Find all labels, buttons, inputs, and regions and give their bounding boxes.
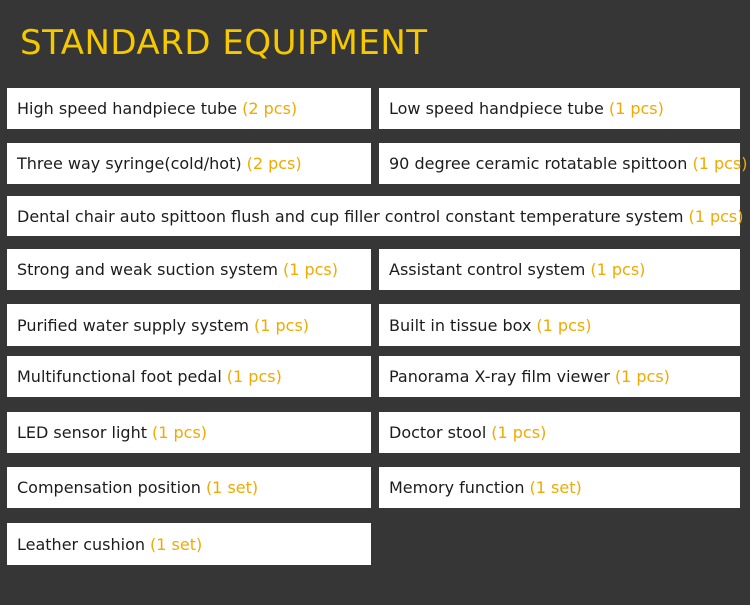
equipment-item — [7, 143, 371, 184]
item-name: Purified water supply system — [17, 315, 249, 335]
equipment-item — [379, 356, 740, 397]
equipment-item — [7, 304, 371, 346]
item-name: Doctor stool — [389, 423, 487, 442]
equipment-item — [7, 523, 371, 565]
item-quantity: (1 pcs) — [254, 315, 310, 335]
equipment-item — [7, 356, 371, 397]
equipment-item — [379, 143, 748, 184]
item-quantity: (1 pcs) — [614, 367, 670, 386]
item-quantity: (1 pcs) — [688, 206, 744, 226]
equipment-item — [7, 467, 371, 508]
item-quantity: (1 pcs) — [692, 154, 748, 173]
equipment-item — [7, 88, 371, 129]
item-name: Memory function — [389, 478, 525, 497]
item-name: Low speed handpiece tube — [389, 99, 604, 118]
item-quantity: (1 pcs) — [536, 315, 592, 335]
item-quantity: (1 set) — [150, 534, 203, 554]
item-name: Assistant control system — [389, 260, 586, 279]
item-name: Multifunctional foot pedal — [17, 367, 222, 386]
item-name: Panorama X-ray film viewer — [389, 367, 610, 386]
equipment-item — [7, 249, 371, 290]
item-quantity: (1 pcs) — [608, 99, 664, 118]
item-quantity: (2 pcs) — [242, 99, 298, 118]
equipment-item — [379, 88, 740, 129]
item-quantity: (1 pcs) — [226, 367, 282, 386]
item-name: High speed handpiece tube — [17, 99, 238, 118]
item-name: Leather cushion — [17, 534, 145, 554]
item-name: Strong and weak suction system — [17, 260, 278, 279]
item-quantity: (1 pcs) — [152, 423, 208, 442]
item-quantity: (1 pcs) — [590, 260, 646, 279]
item-name: Dental chair auto spittoon flush and cup filler control constant temperature system — [17, 206, 684, 226]
equipment-item — [379, 467, 740, 508]
item-name: Built in tissue box — [389, 315, 532, 335]
page-title: STANDARD EQUIPMENT — [20, 23, 428, 63]
item-name: LED sensor light — [17, 423, 147, 442]
item-quantity: (1 set) — [529, 478, 582, 497]
item-quantity: (1 set) — [205, 478, 259, 497]
item-quantity: (2 pcs) — [246, 154, 302, 173]
item-quantity: (1 pcs) — [491, 423, 547, 442]
item-name: Compensation position — [17, 478, 201, 497]
equipment-item — [7, 196, 744, 236]
item-name: 90 degree ceramic rotatable spittoon — [389, 154, 688, 173]
equipment-item — [7, 412, 371, 453]
equipment-item — [379, 304, 740, 346]
item-name: Three way syringe(cold/hot) — [17, 154, 242, 173]
item-quantity: (1 pcs) — [282, 260, 338, 279]
equipment-item — [379, 412, 740, 453]
equipment-item — [379, 249, 740, 290]
